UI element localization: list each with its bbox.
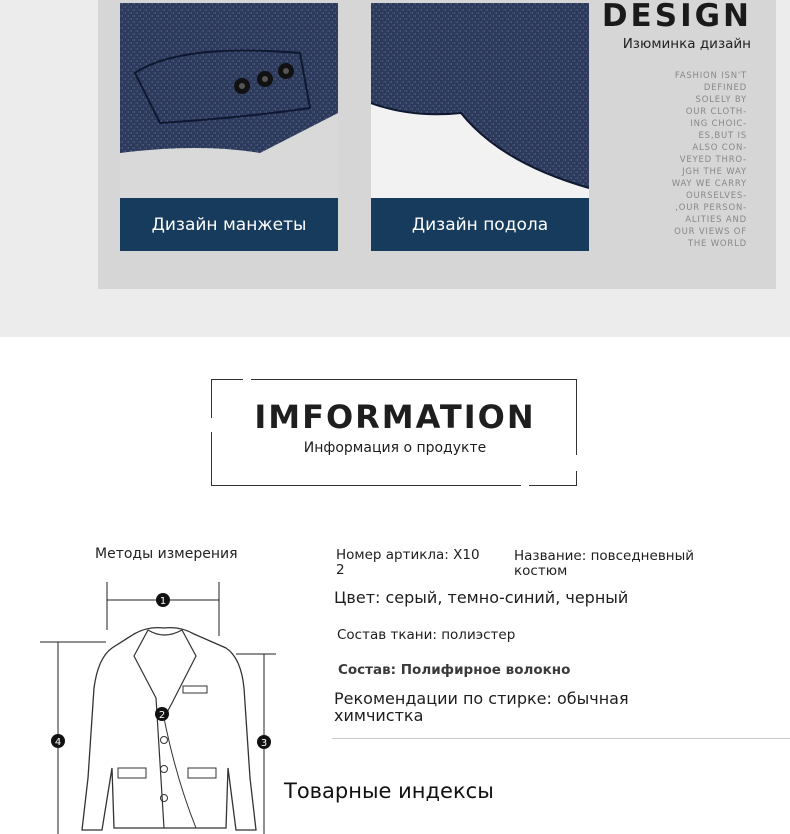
motto-line: OUR VIEWS OF xyxy=(674,227,747,237)
measure-title: Методы измерения xyxy=(95,546,238,562)
spec-washing: Рекомендации по стирке: обычная химчистка xyxy=(334,689,629,725)
spec-composition: Состав: Полифирное волокно xyxy=(338,662,571,678)
motto-line: OURSELVES- xyxy=(685,191,747,201)
spec-color: Цвет: серый, темно-синий, черный xyxy=(334,588,629,607)
motto-line: SOLELY BY xyxy=(695,95,747,105)
hem-photo xyxy=(371,3,589,251)
design-subtitle: Изюминка дизайн xyxy=(622,36,751,52)
spec-fabric: Состав ткани: полиэстер xyxy=(337,627,516,643)
marker-2-label: 2 xyxy=(158,710,166,721)
motto-line: FASHION ISN'T xyxy=(674,71,747,81)
motto-line: ALITIES AND xyxy=(685,215,747,225)
info-subtitle: Информация о продукте xyxy=(303,440,487,456)
marker-4-label: 4 xyxy=(54,737,62,748)
cuff-caption: Дизайн манжеты xyxy=(120,198,338,251)
motto-line: JGH THE WAY xyxy=(682,167,747,177)
suit-diagram xyxy=(36,578,281,834)
spec-article: Номер артикла: X10 2 xyxy=(336,547,480,578)
motto-line: OUR CLOTH- xyxy=(685,107,747,117)
motto-line: THE WORLD xyxy=(687,239,747,249)
motto-line: VEYED THRO- xyxy=(679,155,747,165)
frame-gap xyxy=(243,377,251,382)
frame-gap xyxy=(521,482,529,487)
hem-caption: Дизайн подола xyxy=(371,198,589,251)
motto-line: ES,BUT IS xyxy=(698,131,747,141)
marker-3-label: 3 xyxy=(260,738,268,749)
cuff-photo xyxy=(120,3,338,251)
design-title: DESIGN xyxy=(601,0,752,34)
frame-gap xyxy=(573,455,578,471)
motto-line: WAY WE CARRY xyxy=(671,179,747,189)
motto-line: ,OUR PERSON- xyxy=(675,203,747,213)
motto-line: DEFINED xyxy=(703,83,747,93)
product-index-title: Товарные индексы xyxy=(284,779,494,803)
marker-1-label: 1 xyxy=(159,596,167,607)
design-motto xyxy=(672,70,747,250)
spec-name: Название: повседневный костюм xyxy=(514,548,695,579)
motto-line: ALSO CON- xyxy=(692,143,747,153)
divider xyxy=(332,738,790,739)
motto-line: ING CHOIC- xyxy=(690,119,747,129)
info-title: IMFORMATION xyxy=(254,398,536,436)
